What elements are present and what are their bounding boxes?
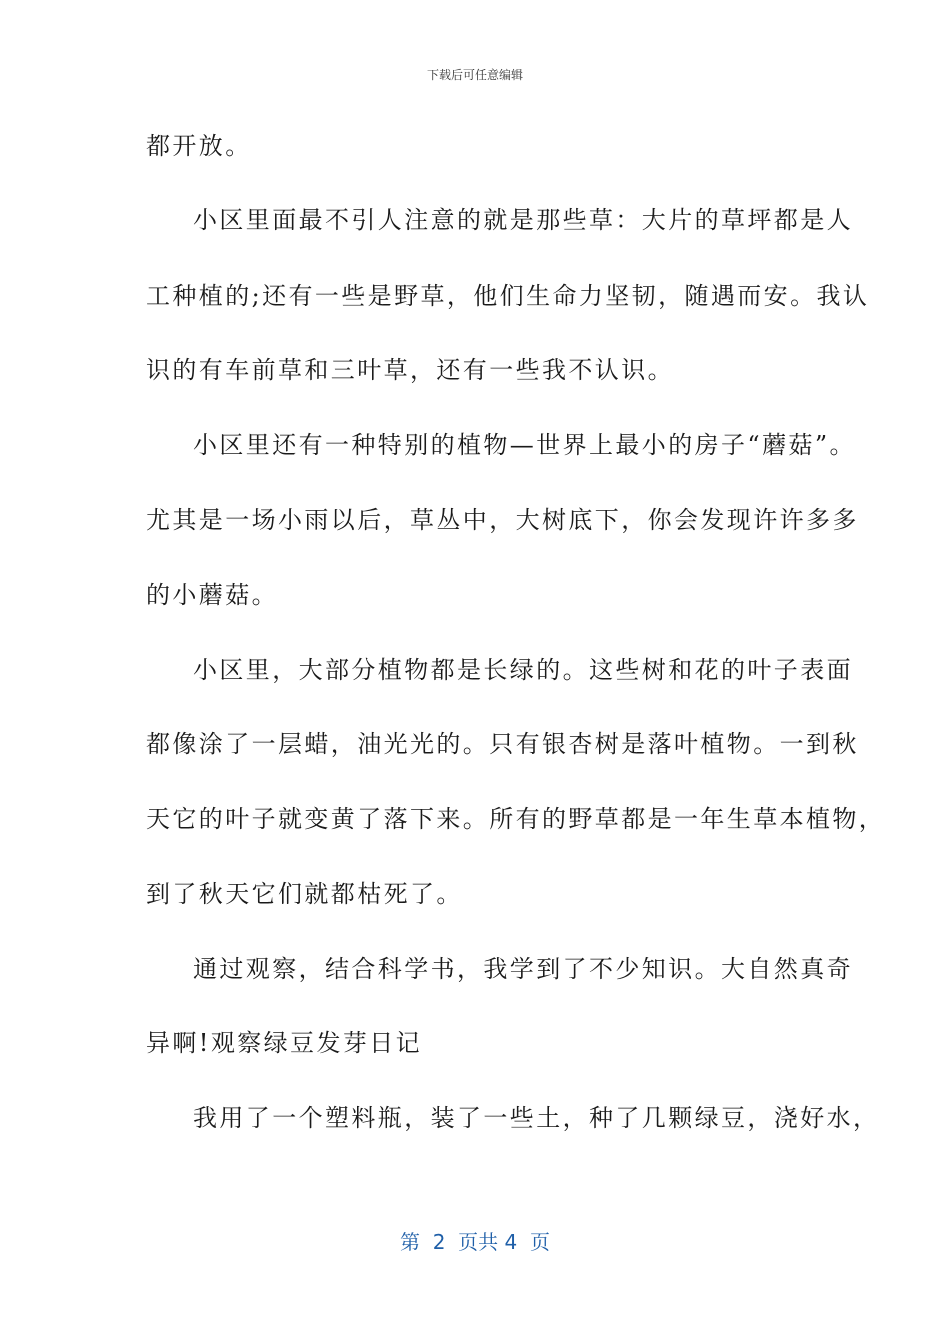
text-line: 异啊!观察绿豆发芽日记 — [146, 1029, 423, 1057]
text-line: 小区里面最不引人注意的就是那些草：大片的草坪都是人 — [193, 206, 853, 234]
text-line: 小区里，大部分植物都是长绿的。这些树和花的叶子表面 — [193, 656, 853, 684]
download-note: 下载后可任意编辑 — [426, 68, 523, 82]
page-number: 第 2 页共 4 页 — [400, 1230, 550, 1254]
text-line: 我用了一个塑料瓶，装了一些土，种了几颗绿豆，浇好水， — [193, 1104, 880, 1132]
text-line: 通过观察，结合科学书，我学到了不少知识。大自然真奇 — [193, 955, 853, 983]
text-line: 工种植的;还有一些是野草，他们生命力坚韧，随遇而安。我认 — [146, 282, 870, 310]
text-line: 到了秋天它们就都枯死了。 — [146, 880, 463, 908]
text-line: 的小蘑菇。 — [146, 581, 278, 609]
text-line: 识的有车前草和三叶草，还有一些我不认识。 — [146, 356, 674, 384]
text-line: 小区里还有一种特别的植物—世界上最小的房子“蘑菇”。 — [193, 431, 856, 459]
text-line: 都开放。 — [146, 132, 252, 160]
text-line: 都像涂了一层蜡，油光光的。只有银杏树是落叶植物。一到秋 — [146, 730, 859, 758]
text-line: 天它的叶子就变黄了落下来。所有的野草都是一年生草本植物， — [146, 805, 886, 833]
text-line: 尤其是一场小雨以后，草丛中，大树底下，你会发现许许多多 — [146, 506, 859, 534]
